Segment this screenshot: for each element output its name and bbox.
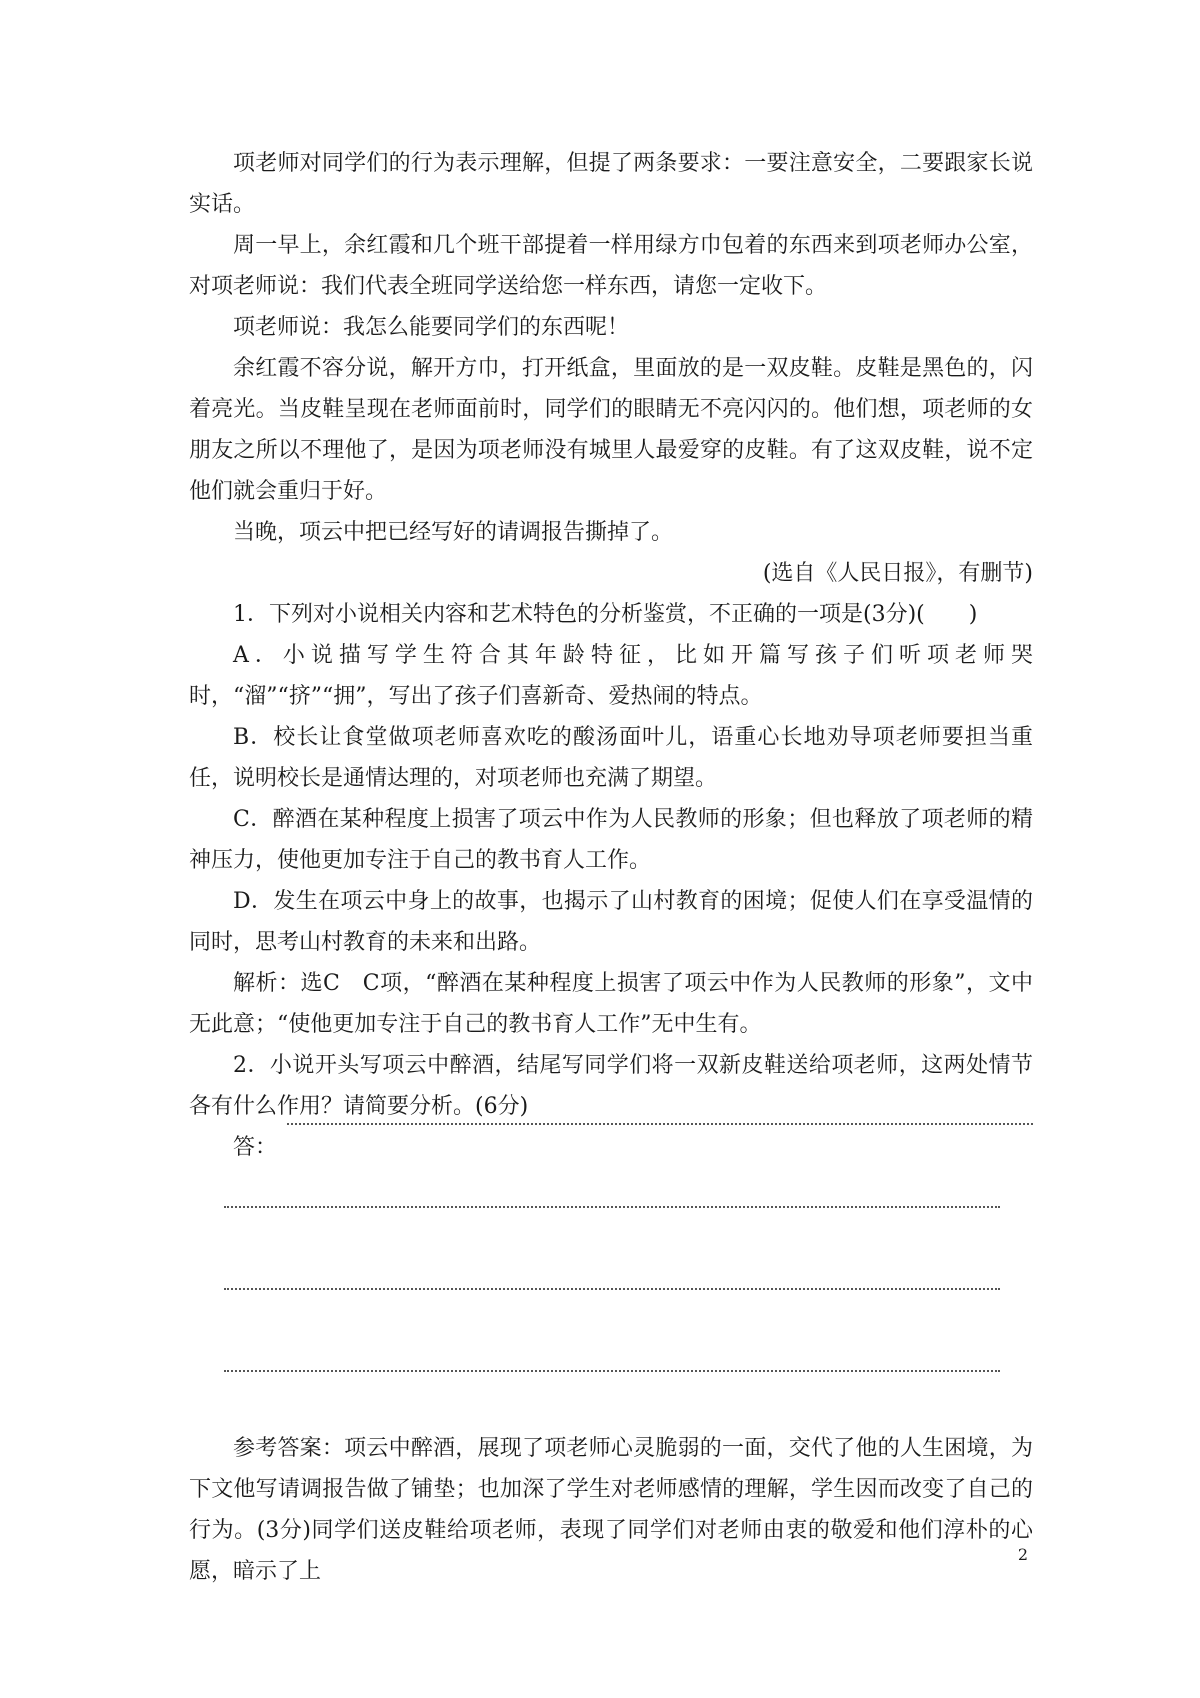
option-a: A．小说描写学生符合其年龄特征，比如开篇写孩子们听项老师哭时，“溜”“挤”“拥”，写出了孩子们喜新奇、爱热闹的特点。 xyxy=(189,643,1033,709)
question-2: 2．小说开头写项云中醉酒，结尾写同学们将一双新皮鞋送给项老师，这两处情节各有什么作用？请简要分析。(6分) xyxy=(189,1053,1033,1119)
paragraph: 项老师对同学们的行为表示理解，但提了两条要求：一要注意安全，二要跟家长说实话。 xyxy=(189,151,1033,217)
paragraph: 周一早上，余红霞和几个班干部提着一样用绿方巾包着的东西来到项老师办公室，对项老师说：我们代表全班同学送给您一样东西，请您一定收下。 xyxy=(189,233,1033,299)
option-b: B．校长让食堂做项老师喜欢吃的酸汤面叶儿，语重心长地劝导项老师要担当重任，说明校长是通情达理的，对项老师也充满了期望。 xyxy=(189,725,1033,791)
option-c: C．醉酒在某种程度上损害了项云中作为人民教师的形象；但也释放了项老师的精神压力，使他更加专注于自己的教书育人工作。 xyxy=(189,807,1033,873)
answer-row xyxy=(189,1127,1033,1168)
source-citation: (选自《人民日报》，有删节) xyxy=(762,561,1033,586)
reference-answer-block xyxy=(189,1428,1033,1592)
answer-line-4[interactable] xyxy=(224,1370,1000,1372)
answer-line-2[interactable] xyxy=(224,1206,1000,1208)
question-1: 1．下列对小说相关内容和艺术特色的分析鉴赏，不正确的一项是(3分)( ) xyxy=(233,602,978,627)
analysis: 解析：选C C项，“醉酒在某种程度上损害了项云中作为人民教师的形象”，文中无此意；“使他更加专注于自己的教书育人工作”无中生有。 xyxy=(189,971,1033,1037)
reference-answer: 参考答案：项云中醉酒，展现了项老师心灵脆弱的一面，交代了他的人生困境，为下文他写请调报告做了铺垫；也加深了学生对老师感情的理解，学生因而改变了自己的行为。(3分)同学们送皮鞋给项老师，表现了同学们对老师由衷的敬爱和他们淳朴的心愿，暗示了上 xyxy=(189,1436,1033,1584)
body-text-top xyxy=(189,143,1033,1168)
answer-label: 答： xyxy=(233,1135,278,1160)
answer-line-1[interactable] xyxy=(287,1123,1033,1125)
paragraph: 余红霞不容分说，解开方巾，打开纸盒，里面放的是一双皮鞋。皮鞋是黑色的，闪着亮光。当皮鞋呈现在老师面前时，同学们的眼睛无不亮闪闪的。他们想，项老师的女朋友之所以不理他了，是因为项老师没有城里人最爱穿的皮鞋。有了这双皮鞋，说不定他们就会重归于好。 xyxy=(189,356,1033,504)
paragraph: 项老师说：我怎么能要同学们的东西呢！ xyxy=(233,315,630,340)
paragraph: 当晚，项云中把已经写好的请调报告撕掉了。 xyxy=(233,520,674,545)
option-d: D．发生在项云中身上的故事，也揭示了山村教育的困境；促使人们在享受温情的同时，思考山村教育的未来和出路。 xyxy=(189,889,1033,955)
answer-line-3[interactable] xyxy=(224,1288,1000,1290)
page-number: 2 xyxy=(1017,1545,1028,1564)
